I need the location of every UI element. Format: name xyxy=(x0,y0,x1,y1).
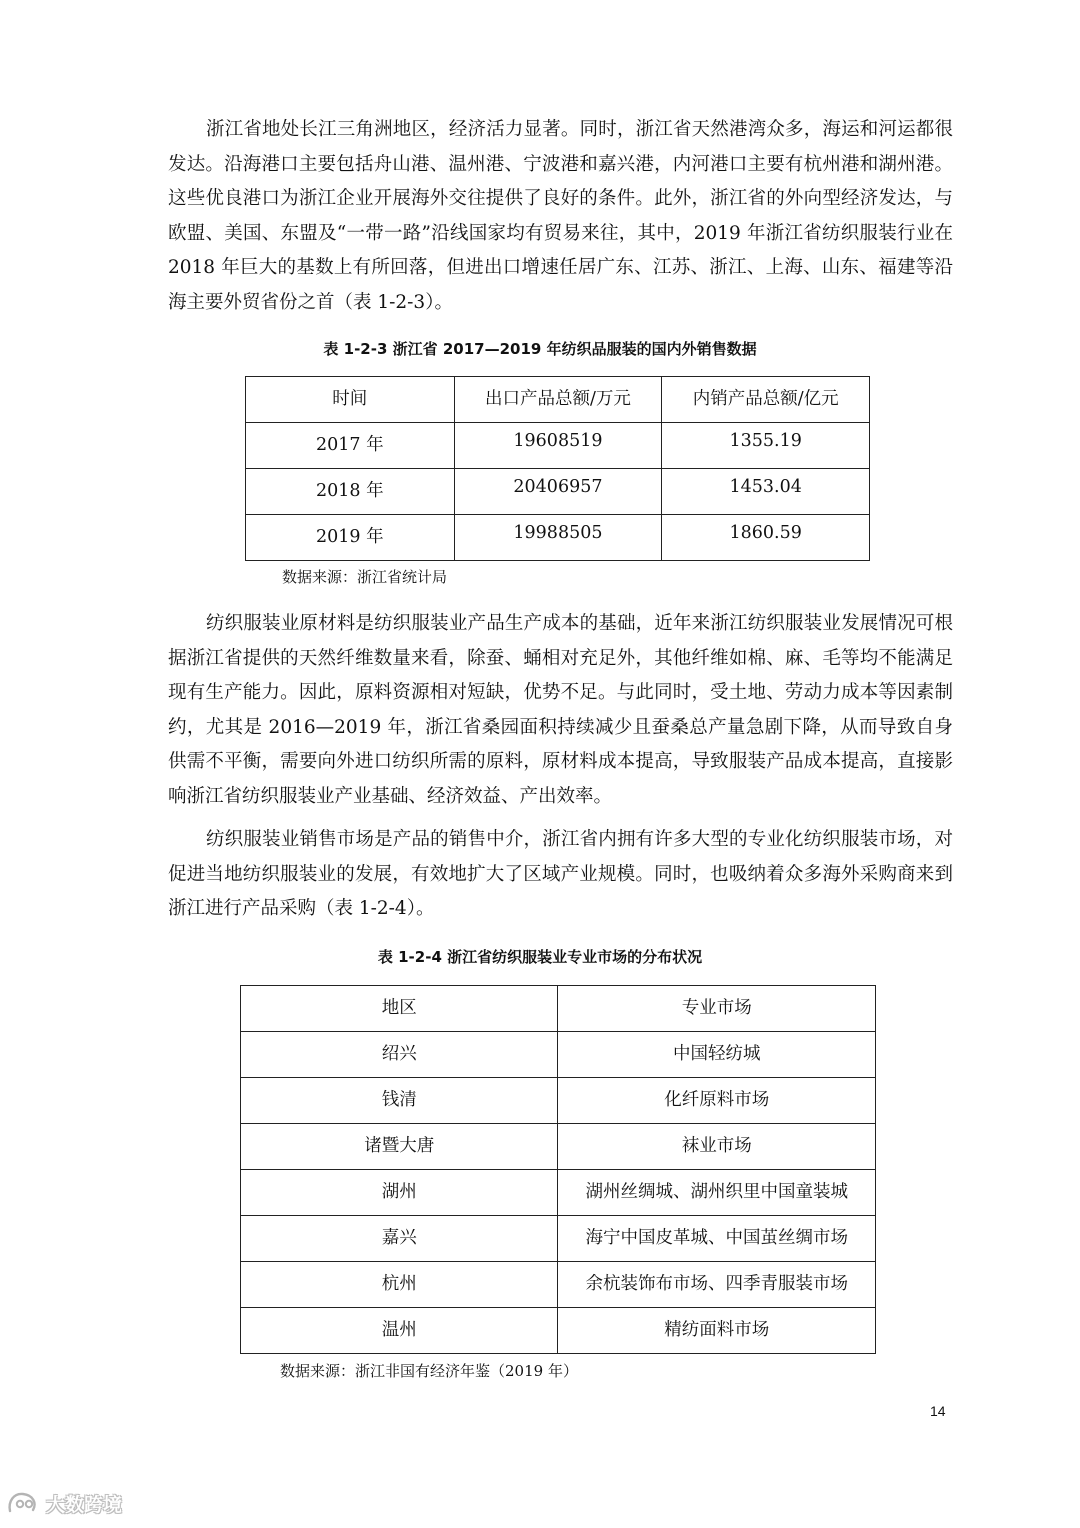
domestic-cell: 1860.59 xyxy=(662,515,870,561)
region-cell: 温州 xyxy=(241,1308,558,1354)
table-row xyxy=(241,1124,876,1170)
domestic-cell: 1355.19 xyxy=(662,423,870,469)
region-cell: 杭州 xyxy=(241,1262,558,1308)
paragraph-markets: 纺织服装业销售市场是产品的销售中介，浙江省内拥有许多大型的专业化纺织服装市场，对促进当地纺织服装业的发展，有效地扩大了区域产业规模。同时，也吸纳着众多海外采购商来到浙江进行产品采购（表 1-2-4）。 xyxy=(168,829,953,919)
watermark-text: 大数跨境 xyxy=(46,1493,123,1516)
header-cell: 地区 xyxy=(241,986,558,1032)
export-cell: 19988505 xyxy=(454,515,662,561)
sales-data-table xyxy=(245,376,870,561)
watermark-logo-icon xyxy=(6,1489,42,1517)
markets-table xyxy=(240,985,876,1354)
watermark xyxy=(6,1488,122,1518)
market-cell: 精纺面料市场 xyxy=(558,1308,876,1354)
header-cell: 内销产品总额/亿元 xyxy=(662,377,870,423)
header-cell: 时间 xyxy=(246,377,455,423)
region-cell: 绍兴 xyxy=(241,1032,558,1078)
year-cell: 2017 年 xyxy=(246,423,455,469)
domestic-cell: 1453.04 xyxy=(662,469,870,515)
table-row xyxy=(241,1170,876,1216)
table-row xyxy=(246,515,870,561)
table-row xyxy=(246,423,870,469)
page-number: 14 xyxy=(930,1403,946,1419)
market-cell: 湖州丝绸城、湖州织里中国童装城 xyxy=(558,1170,876,1216)
export-cell: 20406957 xyxy=(454,469,662,515)
header-cell: 专业市场 xyxy=(558,986,876,1032)
paragraph-ports: 浙江省地处长江三角洲地区，经济活力显著。同时，浙江省天然港湾众多，海运和河运都很发达。沿海港口主要包括舟山港、温州港、宁波港和嘉兴港，内河港口主要有杭州港和湖州港。这些优良港口为浙江企业开展海外交往提供了良好的条件。此外，浙江省的外向型经济发达，与欧盟、美国、东盟及“一带一路”沿线国家均有贸易来往，其中，2019 年浙江省纺织服装行业在 2018 年巨大的基数上有所回落，但进出口增速任居广东、江苏、浙江、上海、山东、福建等沿海主要外贸省份之首（表 1-2-3）。 xyxy=(168,119,953,313)
table-row xyxy=(241,1078,876,1124)
table-row xyxy=(241,1216,876,1262)
market-cell: 袜业市场 xyxy=(558,1124,876,1170)
market-cell: 中国轻纺城 xyxy=(558,1032,876,1078)
table-header-row xyxy=(246,377,870,423)
market-cell: 海宁中国皮革城、中国茧丝绸市场 xyxy=(558,1216,876,1262)
table-row xyxy=(246,469,870,515)
table-row xyxy=(241,1262,876,1308)
year-cell: 2019 年 xyxy=(246,515,455,561)
region-cell: 诸暨大唐 xyxy=(241,1124,558,1170)
table-header-row xyxy=(241,986,876,1032)
table-1-2-4-caption: 表 1-2-4 浙江省纺织服装业专业市场的分布状况 xyxy=(377,948,703,966)
table-row xyxy=(241,1308,876,1354)
table-1-2-3-source: 数据来源：浙江省统计局 xyxy=(282,568,448,586)
market-cell: 化纤原料市场 xyxy=(558,1078,876,1124)
table-row xyxy=(241,1032,876,1078)
table-1-2-3-caption: 表 1-2-3 浙江省 2017—2019 年纺织品服装的国内外销售数据 xyxy=(323,340,757,358)
header-cell: 出口产品总额/万元 xyxy=(454,377,662,423)
region-cell: 湖州 xyxy=(241,1170,558,1216)
region-cell: 嘉兴 xyxy=(241,1216,558,1262)
table-1-2-4-source: 数据来源：浙江非国有经济年鉴（2019 年） xyxy=(280,1362,578,1380)
region-cell: 钱清 xyxy=(241,1078,558,1124)
paragraph-raw-materials: 纺织服装业原材料是纺织服装业产品生产成本的基础，近年来浙江纺织服装业发展情况可根据浙江省提供的天然纤维数量来看，除蚕、蛹相对充足外，其他纤维如棉、麻、毛等均不能满足现有生产能力。因此，原料资源相对短缺，优势不足。与此同时，受土地、劳动力成本等因素制约，尤其是 2016—2019 年，浙江省桑园面积持续减少且蚕桑总产量急剧下降，从而导致自身供需不平衡，需要向外进口纺织所需的原料，原材料成本提高，导致服装产品成本提高，直接影响浙江省纺织服装业产业基础、经济效益、产出效率。 xyxy=(168,613,953,807)
year-cell: 2018 年 xyxy=(246,469,455,515)
market-cell: 余杭装饰布市场、四季青服装市场 xyxy=(558,1262,876,1308)
export-cell: 19608519 xyxy=(454,423,662,469)
